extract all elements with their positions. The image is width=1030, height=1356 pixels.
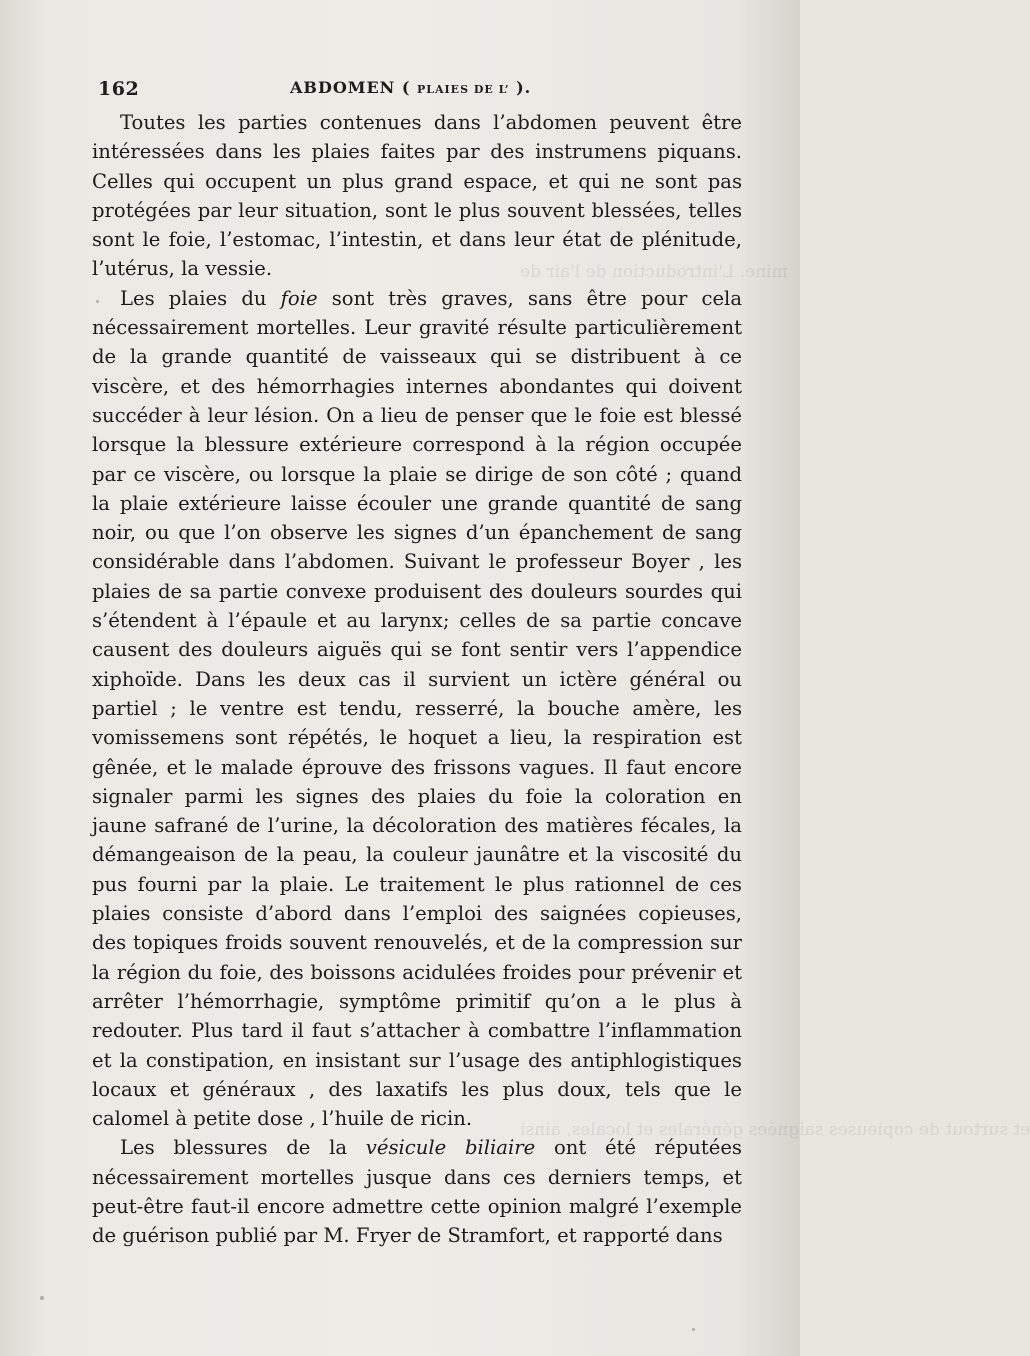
paragraph-text-lead: Les blessures de la: [120, 1136, 366, 1160]
paragraph-text-rest: ont été réputées nécessairement mortelles jusque dans ces derniers temps, et peut-être faut-il encore admettre cette opinion malgré l’exemple de guérison publié par M. Fryer de Stramfort, et rapporté dans: [92, 1136, 742, 1248]
paragraph-abdomen-organs: [92, 108, 742, 284]
paper-speck: [96, 300, 99, 303]
paragraph-liver-wounds: [92, 284, 742, 1134]
show-through-text: mine. L'introduction de l'air de: [520, 262, 788, 282]
paper-speck: [40, 1296, 44, 1300]
page-number: 162: [98, 78, 140, 100]
show-through-text: et surtout de copieuses saignées générales et locales, ainsi: [520, 1120, 1030, 1140]
paragraph-text: Toutes les parties contenues dans l’abdomen peuvent être intéressées dans les plaies faites par des instrumens piquans. Celles qui occupent un plus grand espace, et qui ne sont pas protégées par leur situation, sont le plus souvent blessées, telles sont le foie, l’estomac, l’intestin, et dans leur état de plénitude, l’utérus, la vessie.: [92, 111, 742, 281]
running-title-sub: PLAIES DE L’: [417, 83, 510, 96]
italic-term-foie: foie: [280, 286, 318, 310]
paragraph-text-rest: sont très graves, sans être pour cela nécessairement mortelles. Leur gravité résulte particulièrement de la grande quantité de vaisseaux qui se distribuent à ce viscère, et des hémorrhagies internes abondantes qui doivent succéder à leur lésion. On a lieu de penser que le foie est blessé lorsque la blessure extérieure correspond à la région occupée par ce viscère, ou lorsque la plaie se dirige de son côté ; quand la plaie extérieure laisse écouler une grande quantité de sang noir, ou que l’on observe les signes d’un épanchement de sang considérable dans l’abdomen. Suivant le professeur Boyer , les plaies de sa partie convexe produisent des douleurs sourdes qui s’étendent à l’épaule et au larynx; celles de sa partie concave causent des douleurs aiguës qui se font sentir vers l’appendice xiphoïde. Dans les deux cas il survient un ictère général ou partiel ; le ventre est tendu, resserré, la bouche amère, les vomissemens sont répétés, le hoquet a lieu, la respiration est gênée, et le malade éprouve des frissons vagues. Il faut encore signaler parmi les signes des plaies du foie la coloration en jaune safrané de l’urine, la décoloration des matières fécales, la démangeaison de la peau, la couleur jaunâtre et la viscosité du pus fourni par la plaie. Le traitement le plus rationnel de ces plaies consiste d’abord dans l’emploi des saignées copieuses, des topiques froids souvent renouvelés, et de la compression sur la région du foie, des boissons acidulées froides pour prévenir et arrêter l’hémorrhagie, symptôme primitif qu’on a le plus à redouter. Plus tard il faut s’attacher à combattre l’inflammation et la constipation, en insistant sur l’usage des antiphlogistiques locaux et généraux , des laxatifs les plus doux, tels que le calomel à petite dose , l’huile de ricin.: [92, 286, 743, 1131]
running-title-close: ).: [509, 78, 532, 97]
running-header: [98, 78, 748, 104]
paragraph-text-lead: Les plaies du: [120, 286, 281, 310]
italic-term-vesicule-biliaire: vésicule biliaire: [365, 1136, 536, 1160]
paragraph-gallbladder-wounds: [92, 1133, 742, 1250]
running-title-main: ABDOMEN: [290, 78, 396, 97]
running-title-open: (: [395, 78, 417, 97]
body-text: [92, 108, 742, 1251]
paper-speck: [692, 1328, 695, 1331]
running-title: [290, 78, 531, 97]
